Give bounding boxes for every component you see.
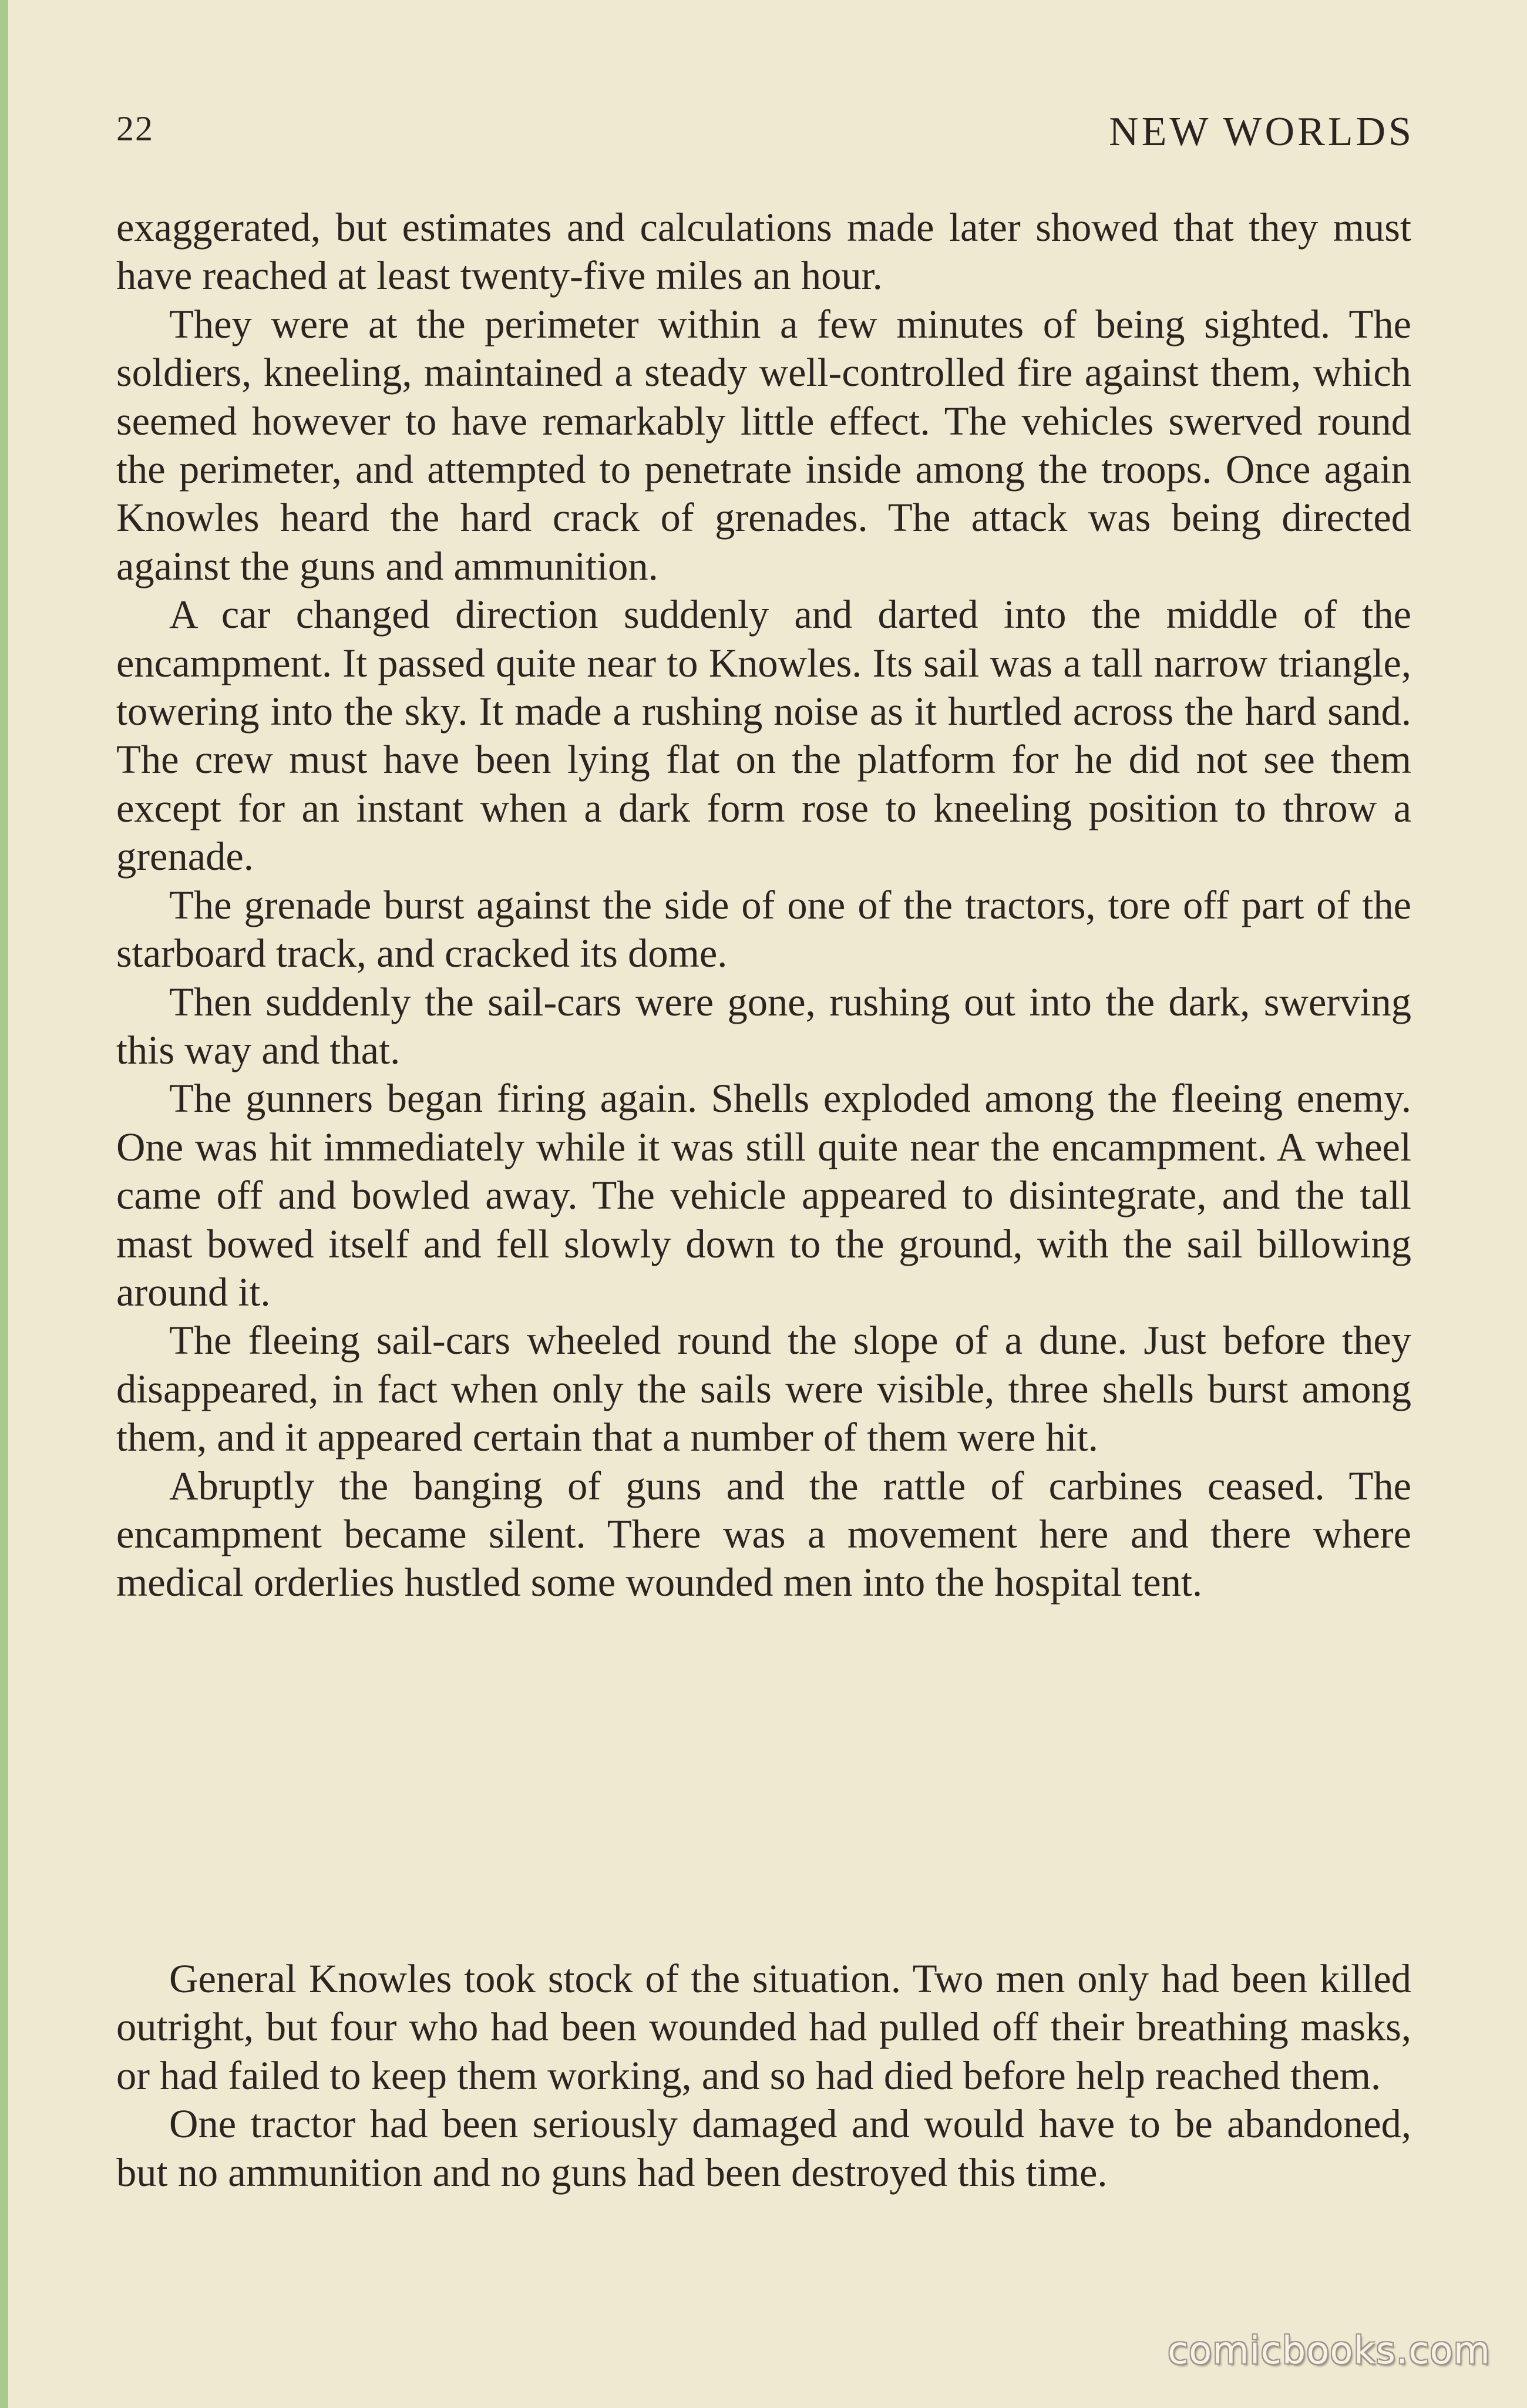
- paragraph: The grenade burst against the side of one of the tractors, tore off part of the starboard track, and cracked its dome.: [116, 882, 1411, 976]
- page-header: [116, 109, 1414, 156]
- paragraph: The gunners began firing again. Shells exploded among the fleeing enemy. One was hit immediately while it was still quite near the encampment. A wheel came off and bowled away. The vehicle appeared to disintegrate, and the tall mast bowed itself and fell slowly down to the ground, with the sail billowing around it.: [116, 1076, 1411, 1314]
- paragraph: They were at the perimeter within a few minutes of being sighted. The soldiers, kneeling, maintained a steady well-controlled fire against them, which seemed however to have remarkably little effect. The vehicles swerved round the perimeter, and attempted to penetrate inside among the troops. Once again Knowles heard the hard crack of grenades. The attack was being directed against the guns and ammunition.: [116, 301, 1411, 588]
- text-block-section-break: [116, 1955, 1411, 2197]
- paragraph: One tractor had been seriously damaged and would have to be abandoned, but no ammunition and no guns had been destroyed this time.: [116, 2101, 1411, 2195]
- text-block-main: [116, 203, 1411, 1607]
- page-number: 22: [116, 109, 154, 148]
- paragraph: The fleeing sail-cars wheeled round the slope of a dune. Just before they disappeared, in fact when only the sails were visible, three shells burst among them, and it appeared certain that a number of them were hit.: [116, 1318, 1411, 1460]
- watermark-logo: comicbooks.com: [1167, 2329, 1491, 2373]
- paragraph: Then suddenly the sail-cars were gone, rushing out into the dark, swerving this way and that.: [116, 979, 1411, 1072]
- paragraph: General Knowles took stock of the situation. Two men only had been killed outright, but four who had been wounded had pulled off their breathing masks, or had failed to keep them working, and so had died before help reached them.: [116, 1956, 1411, 2098]
- paragraph: Abruptly the banging of guns and the rattle of carbines ceased. The encampment became silent. There was a movement here and there where medical orderlies hustled some wounded men into the hospital tent.: [116, 1463, 1411, 1605]
- paragraph: A car changed direction suddenly and darted into the middle of the encampment. It passed quite near to Knowles. Its sail was a tall narrow triangle, towering into the sky. It made a rushing noise as it hurtled across the hard sand. The crew must have been lying flat on the platform for he did not see them except for an instant when a dark form rose to kneeling position to throw a grenade.: [116, 592, 1411, 879]
- paragraph: exaggerated, but estimates and calculations made later showed that they must have reached at least twenty-five miles an hour.: [116, 205, 1411, 298]
- running-title: NEW WORLDS: [1109, 109, 1414, 154]
